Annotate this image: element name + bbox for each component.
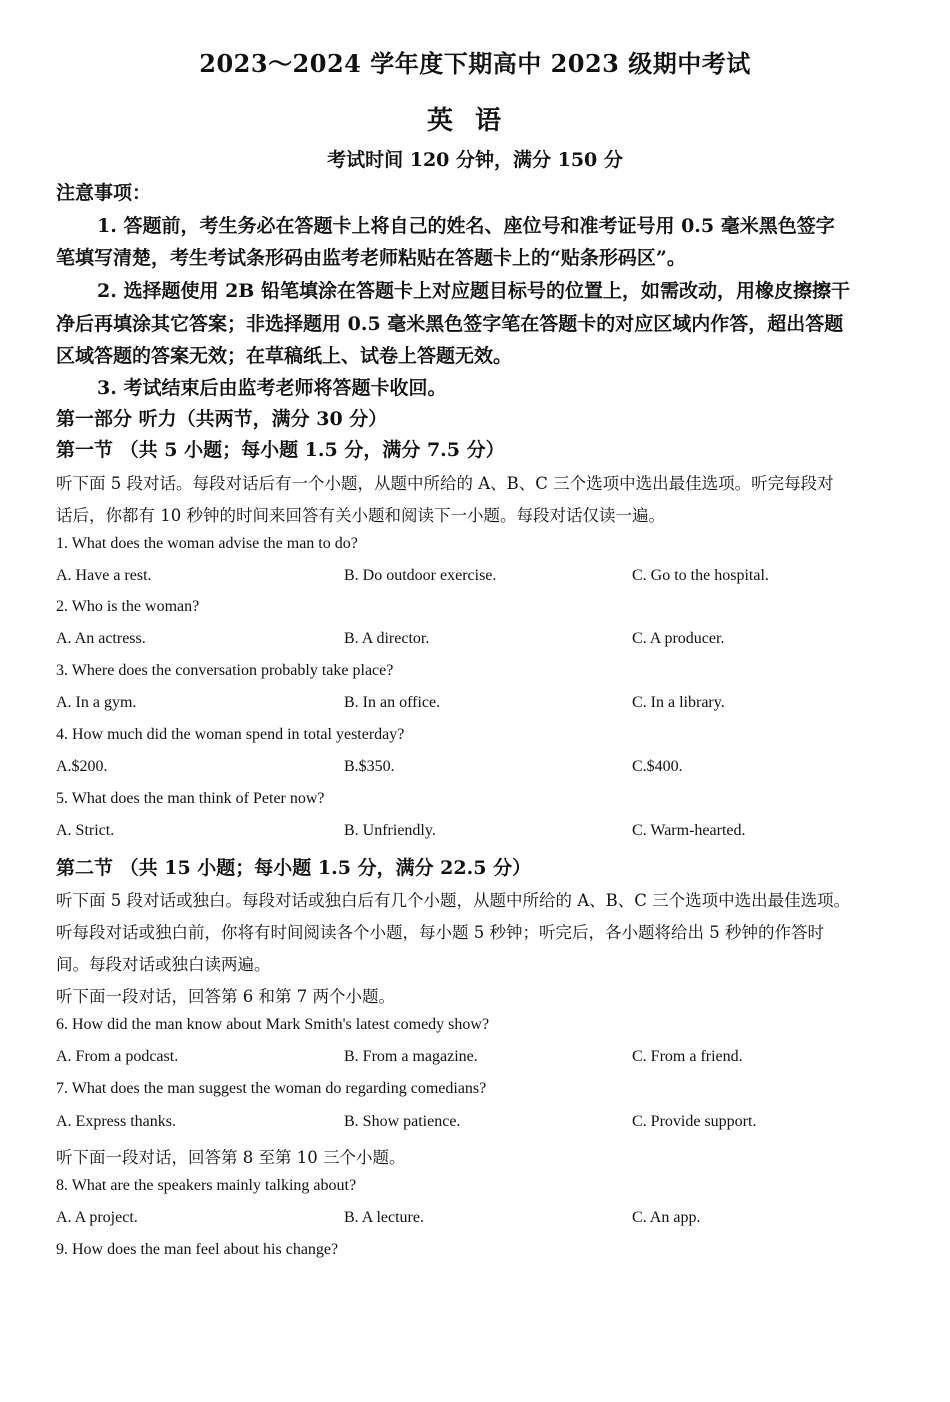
option-b: B.$350. [344,758,395,775]
option-c: C. Go to the hospital. [632,567,769,584]
section2-heading: 第二节 （共 15 小题；每小题 1.5 分，满分 22.5 分） [56,857,532,879]
section2-instruction: 听每段对话或独白前，你将有时间阅读各个小题，每小题 5 秒钟；听完后，各小题将给出 5 秒钟的作答时 [56,923,824,942]
option-c: C.$400. [632,758,683,775]
question-9: 9. How does the man feel about his change? [56,1241,339,1258]
section1-heading: 第一节 （共 5 小题；每小题 1.5 分，满分 7.5 分） [56,439,505,461]
option-a: A.$200. [56,758,108,775]
question-8: 8. What are the speakers mainly talking about? [56,1177,357,1194]
dialogue-cue: 听下面一段对话，回答第 8 至第 10 三个小题。 [56,1148,406,1167]
exam-title: 2023～2024 学年度下期高中 2023 级期中考试 [199,49,751,78]
subject-title: 英语 [426,106,523,136]
notice-line: 3. 考试结束后由监考老师将答题卡收回。 [97,377,447,399]
option-c: C. In a library. [632,694,725,711]
option-b: B. Unfriendly. [344,822,436,839]
notice-heading: 注意事项： [56,182,152,204]
option-c: C. Warm-hearted. [632,822,746,839]
notice-line: 1. 答题前，考生务必在答题卡上将自己的姓名、座位号和准考证号用 0.5 毫米黑色签字 [97,215,835,237]
question-2: 2. Who is the woman? [56,598,200,615]
option-b: B. In an office. [344,694,441,711]
option-a: A. Have a rest. [56,567,152,584]
question-7: 7. What does the man suggest the woman do regarding comedians? [56,1080,487,1097]
notice-line: 区域答题的答案无效；在草稿纸上、试卷上答题无效。 [56,345,513,367]
option-b: B. From a magazine. [344,1048,478,1065]
question-6: 6. How did the man know about Mark Smith's latest comedy show? [56,1016,490,1033]
section1-instruction: 话后，你都有 10 秒钟的时间来回答有关小题和阅读下一小题。每段对话仅读一遍。 [56,506,665,525]
option-c: C. Provide support. [632,1113,757,1130]
exam-info: 考试时间 120 分钟，满分 150 分 [327,149,623,171]
option-b: B. A lecture. [344,1209,424,1226]
option-a: A. From a podcast. [56,1048,179,1065]
option-a: A. In a gym. [56,694,137,711]
question-4: 4. How much did the woman spend in total yesterday? [56,726,405,743]
notice-line: 笔填写清楚，考生考试条形码由监考老师粘贴在答题卡上的“贴条形码区”。 [56,247,686,269]
part1-heading: 第一部分 听力（共两节，满分 30 分） [56,408,388,430]
option-b: B. Do outdoor exercise. [344,567,497,584]
question-5: 5. What does the man think of Peter now? [56,790,325,807]
option-a: A. Express thanks. [56,1113,176,1130]
option-a: A. Strict. [56,822,115,839]
section1-instruction: 听下面 5 段对话。每段对话后有一个小题，从题中所给的 A、B、C 三个选项中选出最佳选项。听完每段对 [56,474,834,493]
option-c: C. From a friend. [632,1048,743,1065]
notice-line: 净后再填涂其它答案；非选择题用 0.5 毫米黑色签字笔在答题卡的对应区域内作答，超出答题 [56,313,844,335]
option-b: B. Show patience. [344,1113,461,1130]
option-a: A. A project. [56,1209,138,1226]
option-a: A. An actress. [56,630,146,647]
question-3: 3. Where does the conversation probably take place? [56,662,394,679]
option-b: B. A director. [344,630,430,647]
dialogue-cue: 听下面一段对话，回答第 6 和第 7 两个小题。 [56,987,395,1006]
option-c: C. An app. [632,1209,701,1226]
section2-instruction: 间。每段对话或独白读两遍。 [56,955,271,974]
section2-instruction: 听下面 5 段对话或独白。每段对话或独白后有几个小题，从题中所给的 A、B、C 三个选项中选出最佳选项。 [56,891,851,910]
notice-line: 2. 选择题使用 2B 铅笔填涂在答题卡上对应题目标号的位置上，如需改动，用橡皮擦擦干 [97,280,850,302]
option-c: C. A producer. [632,630,725,647]
question-1: 1. What does the woman advise the man to do? [56,535,358,552]
